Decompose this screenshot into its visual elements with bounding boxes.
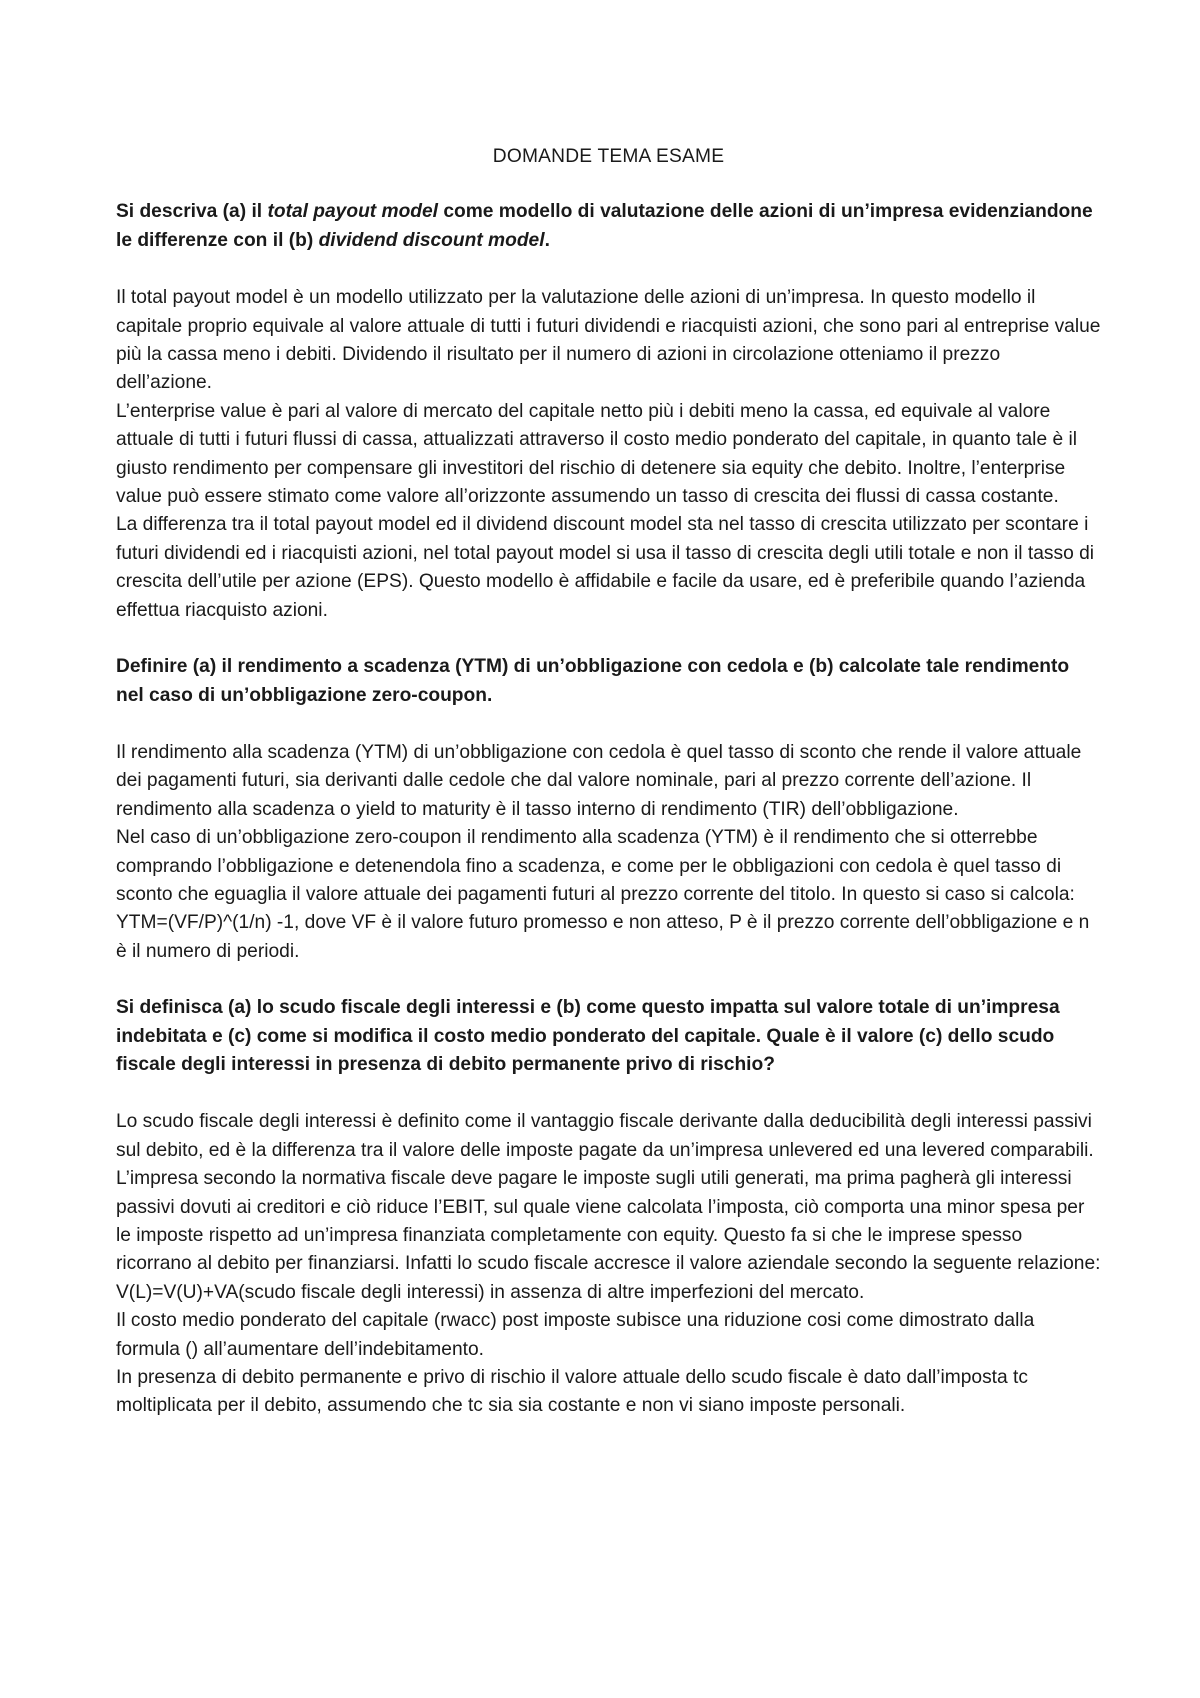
answer-paragraph: In presenza di debito permanente e privo di rischio il valore attuale dello scudo fiscale è dato dall’imposta tc moltiplicata per il debito, assumendo che tc sia sia costante e non vi siano imposte personali.	[116, 1367, 1028, 1417]
answer-paragraph: Nel caso di un’obbligazione zero-coupon il rendimento alla scadenza (YTM) è il rendimento che si otterrebbe comprando l’obbligazione e detenendola fino a scadenza, e come per le obbligazioni con cedola è quel tasso di sconto che eguaglia il valore attuale dei pagamenti futuri al prezzo corrente del titolo. In questo si caso si calcola: YTM=(VF/P)^(1/n) -1, dove VF è il valore futuro promesso e non atteso, P è il prezzo corrente dell’obbligazione e n è il numero di periodi.	[116, 827, 1090, 962]
answer-1	[116, 284, 1101, 625]
answer-paragraph: Il rendimento alla scadenza (YTM) di un’obbligazione con cedola è quel tasso di sconto che rende il valore attuale dei pagamenti futuri, sia derivanti dalle cedole che dal valore nominale, pari al prezzo corrente dell’azione. Il rendimento alla scadenza o yield to maturity è il tasso interno di rendimento (TIR) dell’obbligazione.	[116, 741, 1082, 820]
question-1-term-total-payout: total payout model	[267, 201, 439, 223]
question-1-term-dividend-discount: dividend discount model	[318, 229, 545, 251]
question-1-text: come modello di valutazione delle azioni di un’impresa evidenziandone le differenze con il (b)	[116, 201, 1093, 251]
question-1-text: Si descriva (a) il	[116, 201, 268, 223]
answer-paragraph: La differenza tra il total payout model ed il dividend discount model sta nel tasso di crescita utilizzato per scontare i futuri dividendi ed i riacquisti azioni, nel total payout model si usa il tasso di crescita degli utili totale e non il tasso di crescita dell’utile per azione (EPS). Questo modello è affidabile e facile da usare, ed è preferibile quando l’azienda effettua riacquisto azioni.	[116, 514, 1095, 621]
answer-paragraph: Lo scudo fiscale degli interessi è definito come il vantaggio fiscale derivante dalla deducibilità degli interessi passivi sul debito, ed è la differenza tra il valore delle imposte pagate da un’impresa unlevered ed una levered comparabili. L’impresa secondo la normativa fiscale deve pagare le imposte sugli utili generati, ma prima pagherà gli interessi passivi dovuti ai creditori e ciò riduce l’EBIT, sul quale viene calcolata l’imposta, ciò comporta una minor spesa per le imposte rispetto ad un’impresa finanziata completamente con equity. Questo fa si che le imprese spesso ricorrano al debito per finanziarsi. Infatti lo scudo fiscale accresce il valore aziendale secondo la seguente relazione: V(L)=V(U)+VA(scudo fiscale degli interessi) in assenza di altre imperfezioni del mercato.	[116, 1111, 1101, 1303]
answer-paragraph: Il total payout model è un modello utilizzato per la valutazione delle azioni di un’impresa. In questo modello il capitale proprio equivale al valore attuale di tutti i futuri dividendi e riacquisti azioni, che sono pari al entreprise value più la cassa meno i debiti. Dividendo il risultato per il numero di azioni in circolazione otteniamo il prezzo dell’azione.	[116, 287, 1101, 394]
document-title: DOMANDE TEMA ESAME	[492, 146, 725, 167]
answer-3	[116, 1108, 1101, 1420]
question-1-text: .	[544, 229, 550, 251]
question-3: Si definisca (a) lo scudo fiscale degli interessi e (b) come questo impatta sul valore totale di un’impresa indebitata e (c) come si modifica il costo medio ponderato del capitale. Quale è il valore (c) dello scudo fiscale degli interessi in presenza di debito permanente privo di rischio?	[116, 997, 1060, 1075]
answer-paragraph: L’enterprise value è pari al valore di mercato del capitale netto più i debiti meno la cassa, ed equivale al valore attuale di tutti i futuri flussi di cassa, attualizzati attraverso il costo medio ponderato del capitale, in quanto tale è il giusto rendimento per compensare gli investitori del rischio di detenere sia equity che debito. Inoltre, l’enterprise value può essere stimato come valore all’orizzonte assumendo un tasso di crescita dei flussi di cassa costante.	[116, 400, 1077, 508]
question-1	[116, 198, 1101, 255]
document-body	[116, 143, 1101, 1449]
question-2: Definire (a) il rendimento a scadenza (YTM) di un’obbligazione con cedola e (b) calcolate tale rendimento nel caso di un’obbligazione zero-coupon.	[116, 656, 1070, 706]
answer-2	[116, 739, 1101, 966]
answer-paragraph: Il costo medio ponderato del capitale (rwacc) post imposte subisce una riduzione cosi come dimostrato dalla formula () all’aumentare dell’indebitamento.	[116, 1310, 1035, 1360]
